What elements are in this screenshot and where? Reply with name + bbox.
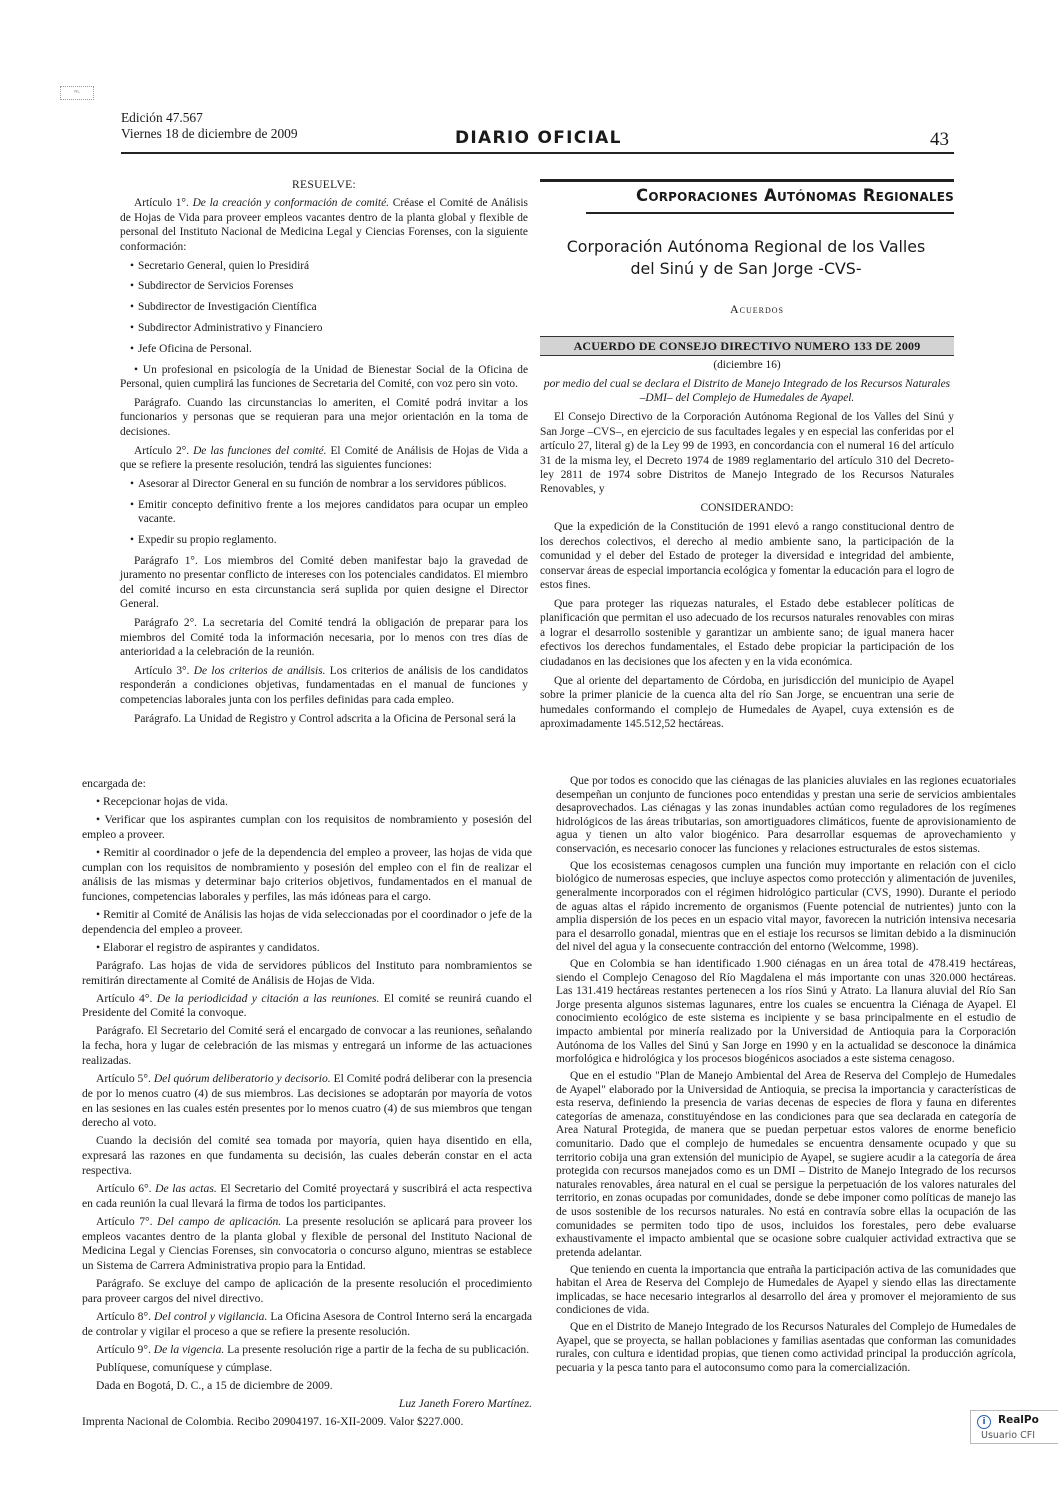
paragraph — [82, 992, 532, 1022]
article-title: Del campo de aplicación. — [157, 1214, 282, 1228]
paragraph: Que por todos es conocido que las ciénagas de las planicies aluviales en las regiones ecuatoriales desempeñan un conjunto de funciones poco entendidas y prestan una serie de servicios ambientales desaprovechados. Las ciénagas y las zonas inundables actúan como reguladores de los regímenes hidrológicos de las áreas tributarias, son amortiguadores climáticos, fuente de aprovisionamiento de agua y tienen un alto valor biogénico. Para desarrollar esquemas de aprovechamiento y conservación, es necesario conocer las funciones y relaciones estructurales de estos sistemas. — [556, 775, 1016, 855]
acuerdo-title-bar: ACUERDO DE CONSEJO DIRECTIVO NUMERO 133 DE 2009 — [540, 336, 954, 356]
paragraph: Que en el Distrito de Manejo Integrado de los Recursos Naturales del Complejo de Humedales de Ayapel, que se proyecta, se hallan poblaciones y familias asentadas que conforman las comunidades rurales, con cultura e identidad propias, que tienen como actividad principal la producción agrícola, pecuaria y la pesca tanto para el autoconsumo como para la comercialización. — [556, 1321, 1016, 1374]
paragraph — [82, 1072, 532, 1131]
article-number: Artículo 8°. — [96, 1309, 155, 1323]
bullet-item: • Asesorar al Director General en su función de nombrar a los servidores públicos. — [120, 477, 528, 491]
bullet-item: • Expedir su propio reglamento. — [120, 533, 528, 547]
article-title: De las actas. — [155, 1181, 217, 1195]
article-number: Artículo 6°. — [96, 1181, 156, 1195]
resuelve-heading: RESUELVE: — [291, 178, 357, 191]
article-number: Artículo 4°. — [96, 991, 157, 1005]
paragraph: Dada en Bogotá, D. C., a 15 de diciembre de 2009. — [96, 1378, 333, 1392]
article-body: El Comité de Análisis de Hojas de Vida a que se refiere la presente resolución, tendrá las siguientes funciones: — [120, 444, 528, 472]
article-body: La Oficina Asesora de Control Interno será la encargada de controlar y vigilar el proceso a que se refiere la presente resolución. — [82, 1309, 533, 1338]
bullet-item: • Subdirector de Servicios Forenses — [120, 279, 528, 293]
signature: Luz Janeth Forero Martínez. — [398, 1396, 532, 1410]
realpoint-widget[interactable] — [970, 1410, 1058, 1444]
paragraph: Que teniendo en cuenta la importancia que entraña la participación activa de las comunidades que habitan el Area de Reserva del Complejo de Humedales de Ayapel y siendo ellas las directamente implicadas, se hace necesario integrarlos al desarrollo del área y promover el mejoramiento de sus condiciones de vida. — [556, 1263, 1016, 1317]
bullet-item: • Emitir concepto definitivo frente a los mejores candidatos para ocupar un empleo vacante. — [120, 498, 528, 527]
section-title: Corporaciones Autónomas Regionales — [636, 186, 954, 205]
article-number: Artículo 1°. — [134, 197, 193, 210]
paragraph — [82, 1215, 532, 1274]
paragraph: Parágrafo. El Secretario del Comité será el encargado de convocar a las reuniones, señalando la fecha, hora y lugar de celebración de las mismas y entregará un informe de las actuaciones realizadas. — [82, 1024, 532, 1068]
paragraph: encargada de: — [82, 777, 146, 790]
article-title: Del control y vigilancia. — [154, 1309, 268, 1323]
paragraph: Que la expedición de la Constitución de 1991 elevó a rango constitucional dentro de los derechos colectivos, el derecho al medio ambiente sano, la participación de la comunidad y el deber del Estado de proteger la diversidad e integridad del ambiente, conservar áreas de especial importancia ecológica y fomentar la educación para el logro de estos fines. — [540, 521, 954, 592]
paragraph — [82, 1343, 532, 1358]
article-body: Los criterios de análisis de los candidatos responderán a condiciones objetivas, fundamentadas en el manual de funciones y competencias laborales junta con los perfiles definidas para cada empleo. — [120, 665, 529, 706]
issue-date: Viernes 18 de diciembre de 2009 — [121, 126, 298, 141]
bullet-item: • Secretario General, quien lo Presidirá — [120, 259, 528, 273]
bullet-item: • Un profesional en psicología de la Unidad de Bienestar Social de la Oficina de Personal, quien cumplirá las funciones de Secretaria del Comité, con voz pero sin voto. — [120, 363, 528, 392]
corporation-name — [560, 236, 932, 280]
article-title: De los criterios de análisis. — [193, 665, 326, 678]
paragraph — [82, 1182, 532, 1212]
paragraph — [120, 664, 528, 707]
page-stamp: ᴺᴸ — [60, 86, 94, 100]
acuerdos-heading: Acuerdos — [729, 302, 784, 316]
bottom-right-column — [556, 775, 1016, 1379]
article-number: Artículo 5°. — [96, 1072, 154, 1086]
article-body: El Comité podrá deliberar con la presencia de por lo menos cuatro (4) de sus miembros. Las decisiones se adoptarán por mayoría de votos en las sesiones en las cuales estén presentes por lo menos cuatro (4) de sus miembros que tengan derecho al voto. — [82, 1072, 532, 1130]
bullet-item: • Remitir al coordinador o jefe de la dependencia del empleo a proveer, las hojas de vida que cumplan con los requisitos de nombramiento y posesión del empleo con el fin de realizar el análisis de las mismas y determinar bajo criterios objetivos, fundamentados en el manual de funciones, competencias laborales y perfiles, las más idóneas para el cargo. — [82, 846, 532, 905]
article-number: Artículo 3°. — [134, 665, 194, 678]
header-divider — [121, 152, 954, 154]
bullet-item: • Recepcionar hojas de vida. — [82, 795, 532, 810]
section-rule-top — [540, 179, 954, 182]
paragraph: Que los ecosistemas cenagosos cumplen una función muy importante en relación con el ciclo biológico de numerosas especies, que incluye aspectos como protección y alimentación de juveniles, generalmente incorporados con el régimen hidrológico particular (CVS, 1990). Durante el periodo de aguas altas el rápido incremento de organismos (Fuente potencial de nutrientes) junto con la amplia dispersión de los peces en un espacio vital mayor, favorecen la nutrición intensiva necesaria para el desarrollo gonadal, mientras que en el estiaje los recursos se limitan debido a la disminución del nivel del agua y la consecuente contracción del entorno (Welcomme, 1998). — [556, 859, 1016, 954]
paragraph: Que en el estudio "Plan de Manejo Ambiental del Area de Reserva del Complejo de Humedales de Ayapel" elaborado por la Universidad de Antioquia, se precisa la importancia y características de esta reserva, definiendo la presencia de varias decenas de especies de flora y fauna en diferentes categorías de amenaza, constituyéndose en las condiciones para que sea declarada en categoría de Area Natural Protegida, de manera que se puedan perpetuar estos valores de enorme beneficio comunitario. Dado que el complejo de humedales se encuentra densamente ocupado y que su territorio cobija una gran extensión del municipio de Ayapel, se sugiere acudir a la categoría de área protegida con recursos manejados como es un DMI – Distrito de Manejo Integrado de los recursos naturales renovables, área natural en el cual se persigue la perpetuación de los valores naturales del territorio, en zonas ocupadas por comunidades, donde se debe imponer como políticas de manejo las de usos sostenible de los recursos naturales. No está en contravía sobre ellas la ocupación de las comunidades se permiten todo tipo de usos, incluidos los forestales, pero debe evaluarse exhaustivamente el impacto ambiental que se ocasione sobre cualquier actividad extractiva que se pretenda adelantar. — [556, 1070, 1016, 1259]
top-right-column — [540, 358, 954, 736]
paragraph: Parágrafo 1°. Los miembros del Comité deben manifestar bajo la gravedad de juramento no presentar conflicto de intereses con los potenciales candidatos. El miembro del comité incurso en esta circunstancia será suplida por quien designe el Director General. — [120, 555, 528, 611]
bottom-left-column — [82, 777, 532, 1433]
acuerdo-date: (diciembre 16) — [713, 359, 781, 371]
article-body: La presente resolución rige a partir de la fecha de su publicación. — [224, 1342, 530, 1356]
article-body: El Secretario del Comité proyectará y suscribirá el acta respectiva en cada reunión la cual llevará la firma de todos los participantes. — [82, 1181, 532, 1210]
paragraph — [120, 444, 528, 473]
edition-number: Edición 47.567 — [121, 110, 203, 125]
paragraph: Parágrafo. Se excluye del campo de aplicación de la presente resolución el procedimiento para proveer cargos del nivel directivo. — [82, 1277, 532, 1305]
paragraph — [82, 1310, 532, 1340]
acuerdo-subtitle: por medio del cual se declara el Distrito de Manejo Integrado de los Recursos Naturales –DMI– del Complejo de Humedales de Ayapel. — [543, 378, 951, 405]
paragraph: Que en Colombia se han identificado 1.900 ciénagas en un área total de 478.419 hectáreas, siendo el Complejo Cenagoso del Río Magdalena el más importante con unas 320.000 hectáreas. Las 131.419 hectáreas restantes pertenecen a los ríos Sinú y Atrato. La llanura aluvial del Río San Jorge presenta algunos sistemas lagunares, entre los cuales se encuentra la Ciénaga de Ayapel. El conocimiento ecológico de este sistema es incipiente y se basa principalmente en el estudio de impacto ambiental por minería realizado por la Universidad de Antioquia para la Corporación Autónoma de los Valles del Sinú y San Jorge en 1990 y en la actualidad se desconoce la dinámica morfológica e hidrológica y los procesos biogénicos asociados a este sistema cenagoso. — [556, 958, 1016, 1066]
corporation-name-line1: Corporación Autónoma Regional de los Valles — [566, 237, 926, 256]
publication-title: DIARIO OFICIAL — [455, 128, 622, 148]
bullet-item: • Remitir al Comité de Análisis las hojas de vida seleccionadas por el coordinador o jefe de la dependencia del empleo a proveer. — [82, 908, 532, 938]
article-title: De la periodicidad y citación a las reuniones. — [156, 991, 380, 1005]
paragraph: Parágrafo. La Unidad de Registro y Control adscrita a la Oficina de Personal será la — [134, 712, 516, 725]
paragraph: Publíquese, comuníquese y cúmplase. — [96, 1360, 273, 1374]
realpoint-title: RealPo — [998, 1414, 1039, 1426]
paragraph: Que al oriente del departamento de Córdoba, en jurisdicción del municipio de Ayapel sobre la primer planicie de la cuenca alta del río San Jorge, se encuentran una serie de humedales conformando el complejo de Humedales de Ayapel, cuya extensión es de aproximadamente 145.512,52 hectáreas. — [540, 674, 954, 730]
considerando-heading: CONSIDERANDO: — [700, 502, 794, 515]
paragraph: Parágrafo 2°. La secretaria del Comité tendrá la obligación de preparar para los miembros del Comité toda la información necesaria, por lo menos con tres días de anterioridad a la celebración de la reunión. — [120, 617, 528, 659]
article-body: El comité se reunirá cuando el Presidente del Comité la convoque. — [82, 991, 533, 1020]
corporation-name-line2: del Sinú y de San Jorge -CVS- — [630, 259, 862, 278]
article-title: Del quórum deliberatorio y decisorio. — [153, 1072, 331, 1086]
article-title: De la creación y conformación de comité. — [192, 197, 389, 210]
paragraph: Parágrafo. Las hojas de vida de servidores públicos del Instituto para nombramientos se remitirán directamente al Comité de Análisis de Hojas de Vida. — [82, 958, 532, 987]
article-number: Artículo 9°. — [96, 1342, 154, 1356]
bullet-item: • Subdirector de Investigación Científica — [120, 300, 528, 314]
page-number: 43 — [930, 129, 949, 150]
bullet-item: • Jefe Oficina de Personal. — [120, 342, 528, 356]
paragraph — [120, 196, 528, 254]
article-title: De la vigencia. — [153, 1342, 225, 1356]
bullet-item: • Elaborar el registro de aspirantes y candidatos. — [82, 941, 532, 956]
bullet-item: • Verificar que los aspirantes cumplan con los requisitos de nombramiento y posesión del empleo a proveer. — [82, 813, 532, 843]
article-body: Créase el Comité de Análisis de Hojas de Vida para proveer empleos vacantes dentro de la planta global y flexible de personal del Instituto Nacional de Medicina Legal y Ciencias Forenses, con la siguiente conformación: — [120, 197, 528, 253]
article-title: De las funciones del comité. — [193, 444, 327, 457]
section-rule-bottom — [586, 212, 954, 214]
article-number: Artículo 7°. — [96, 1214, 158, 1228]
article-body: La presente resolución se aplicará para proveer los empleos vacantes dentro de la planta global y flexible de personal del Instituto Nacional de Medicina Legal y Ciencias Forenses, sin convocatoria o concurso alguno, mientras se establece un Sistema de Carrera Administrativa propio para la Entidad. — [82, 1214, 533, 1273]
article-number: Artículo 2°. — [134, 444, 194, 457]
info-icon[interactable]: i — [977, 1415, 991, 1429]
top-left-column — [120, 178, 528, 731]
acuerdo-intro: El Consejo Directivo de la Corporación Autónoma Regional de los Valles del Sinú y San Jorge –CVS–, en ejercicio de sus facultades legales y en especial las conferidas por el artículo 27, literal g) de la Ley 99 de 1993, en concordancia con el numeral 16 del artículo 31 de la misma ley, el Decreto 1974 de 1989 reglamentario del artículo 310 del Decreto-ley 2811 de 1974 sobre Distritos de Manejo Integrado de los Recursos Naturales Renovables, y — [540, 411, 954, 496]
paragraph: Parágrafo. Cuando las circunstancias lo ameriten, el Comité podrá invitar a los funcionarios y personas que se requieran para una mejor orientación en la toma de decisiones. — [120, 397, 528, 438]
bullet-item: • Subdirector Administrativo y Financiero — [120, 321, 528, 335]
paragraph: Cuando la decisión del comité sea tomada por mayoría, quien haya disentido en ella, expresará las razones en que fundamenta su decisión, las cuales deberán constar en el acta respectiva. — [82, 1134, 532, 1177]
paragraph: Que para proteger las riquezas naturales, el Estado debe establecer políticas de planificación que permitan el uso adecuado de los recursos naturales renovables con miras a lograr el desarrollo sostenible y garantizar un ambiente sano; de igual manera hacer efectivos los derechos fundamentales, el Estado debe propiciar la participación de los ciudadanos en las decisiones que los afecten y en la vida económica. — [540, 598, 954, 668]
realpoint-user: Usuario CFI — [981, 1430, 1036, 1441]
imprint-note: Imprenta Nacional de Colombia. Recibo 20904197. 16-XII-2009. Valor $227.000. — [82, 1414, 464, 1428]
header-edition-block — [121, 110, 298, 142]
